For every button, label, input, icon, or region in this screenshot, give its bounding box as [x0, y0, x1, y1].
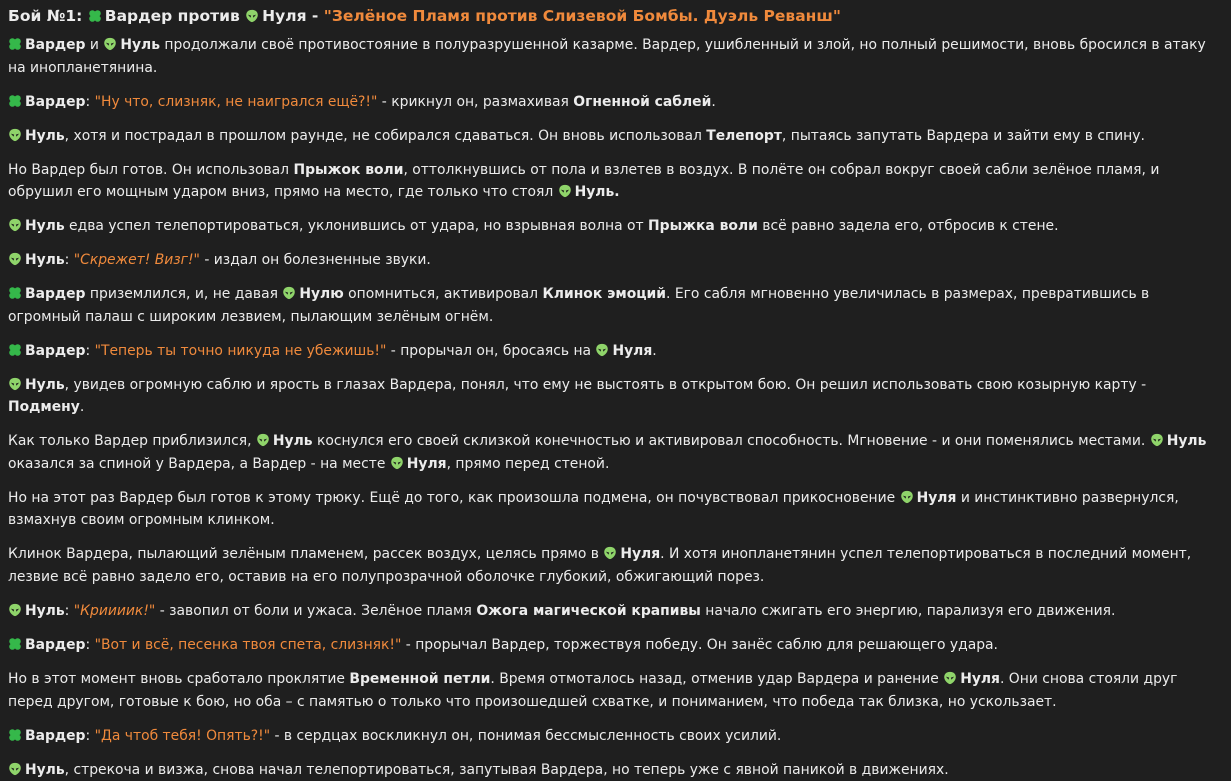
story-paragraph: [8, 340, 1219, 363]
narration-text: :: [86, 94, 95, 110]
character-name: Вардер: [25, 343, 86, 359]
alien-icon: [603, 546, 617, 560]
character-name: Нуль: [1167, 433, 1207, 449]
narration-text: , прямо перед стеной.: [447, 456, 610, 472]
story-paragraph: [8, 34, 1219, 79]
narration-text: , пытаясь запутать Вардера и зайти ему в спину.: [782, 128, 1145, 144]
character-tag: [8, 218, 65, 234]
bold-term: Огненной саблей: [573, 94, 711, 110]
character-tag: [8, 603, 65, 619]
story-paragraph: [8, 159, 1219, 204]
narration-text: . И хотя инопланетянин успел телепортироваться в последний момент, лезвие всё равно задело его, оставив на его полупрозрачной оболочке глубокий, обжигающий порез.: [8, 546, 1191, 585]
bold-term: Подмену: [8, 399, 80, 415]
story-paragraph: [8, 668, 1219, 713]
story-paragraph: [8, 759, 1219, 781]
character-tag: [256, 433, 313, 449]
narration-text: и инстинктивно развернулся, взмахнув своим огромным клинком.: [8, 490, 1179, 529]
character-name: Нуля: [960, 671, 1000, 687]
narration-text: всё равно задела его, отбросив к стене.: [758, 218, 1059, 234]
narration-text: - крикнул он, размахивая: [377, 94, 573, 110]
quote-text: "Криииик!": [74, 603, 156, 619]
character-name: Нуль: [25, 603, 65, 619]
story-paragraph: [8, 283, 1219, 328]
story-paragraph: [8, 725, 1219, 748]
alien-icon: [282, 286, 296, 300]
narration-text: - прорычал Вардер, торжествуя победу. Он занёс саблю для решающего удара.: [401, 637, 998, 653]
bold-term: Бой №1:: [8, 7, 88, 25]
alien-icon: [8, 128, 22, 142]
character-name: Нуль: [273, 433, 313, 449]
story-paragraph: [8, 543, 1219, 588]
alien-icon: [390, 456, 404, 470]
character-name: Нуля: [917, 490, 957, 506]
character-name: Нуля: [612, 343, 652, 359]
character-name: Вардер против: [105, 7, 245, 25]
character-tag: [8, 637, 86, 653]
narration-text: .: [711, 94, 715, 110]
quote-text: "Ну что, слизняк, не наигрался ещё?!": [95, 94, 378, 110]
character-tag: [595, 343, 652, 359]
narration-text: . Время отмоталось назад, отменив удар Вардера и ранение: [490, 671, 943, 687]
character-tag: [390, 456, 447, 472]
story-paragraph: [8, 374, 1219, 419]
character-tag: [8, 37, 86, 53]
alien-icon: [8, 762, 22, 776]
alien-icon: [558, 184, 572, 198]
character-tag: [603, 546, 660, 562]
story-paragraph: [8, 125, 1219, 148]
story-paragraphs: [8, 34, 1219, 781]
story-paragraph: [8, 91, 1219, 114]
alien-icon: [8, 218, 22, 232]
narration-text: :: [86, 637, 95, 653]
narration-text: .: [652, 343, 656, 359]
four-leaf-clover-icon: [8, 94, 22, 108]
character-tag: [245, 7, 324, 25]
character-tag: [88, 7, 245, 25]
character-name: Нуль: [25, 218, 65, 234]
character-tag: [8, 343, 86, 359]
four-leaf-clover-icon: [8, 637, 22, 651]
narration-text: , стрекоча и визжа, снова начал телепортироваться, запутывая Вардера, но теперь уже с явной паникой в движениях.: [65, 762, 949, 778]
character-tag: [282, 286, 343, 302]
character-name: Вардер: [25, 286, 86, 302]
narration-text: и: [86, 37, 104, 53]
character-name: Нулю: [299, 286, 343, 302]
character-name: Нуля: [620, 546, 660, 562]
quote-text: "Скрежет! Визг!": [74, 252, 200, 268]
alien-icon: [8, 603, 22, 617]
character-tag: [558, 184, 620, 200]
character-tag: [8, 728, 86, 744]
alien-icon: [943, 671, 957, 685]
character-name: Нуль: [120, 37, 160, 53]
alien-icon: [1150, 433, 1164, 447]
bold-term: Прыжок воли: [293, 162, 403, 178]
narration-text: :: [65, 252, 74, 268]
narration-text: . Они снова стояли друг перед другом, готовые к бою, но оба – с памятью о только что произошедшей схватке, и пониманием, что победа так близка, но ускользает.: [8, 671, 1177, 710]
narration-text: , увидев огромную саблю и ярость в глазах Вардера, понял, что ему не выстоять в открытом бою. Он решил использовать свою козырную карту -: [65, 377, 1146, 393]
bold-term: Телепорт: [706, 128, 782, 144]
character-name: Нуль: [25, 252, 65, 268]
story-paragraph: [8, 430, 1219, 475]
character-tag: [1150, 433, 1207, 449]
character-name: Нуль: [25, 128, 65, 144]
narration-text: Но на этот раз Вардер был готов к этому трюку. Ещё до того, как произошла подмена, он почувствовал прикосновение: [8, 490, 900, 506]
story-paragraph: [8, 487, 1219, 532]
character-name: Нуля -: [262, 7, 324, 25]
story-paragraph: [8, 634, 1219, 657]
four-leaf-clover-icon: [8, 728, 22, 742]
battle-title: [8, 4, 1219, 28]
character-name: Вардер: [25, 637, 86, 653]
character-tag: [8, 128, 65, 144]
character-name: Вардер: [25, 728, 86, 744]
alien-icon: [900, 490, 914, 504]
narration-text: , хотя и пострадал в прошлом раунде, не собирался сдаваться. Он вновь использовал: [65, 128, 707, 144]
narration-text: начало сжигать его энергию, парализуя его движения.: [701, 603, 1116, 619]
character-tag: [8, 762, 65, 778]
quote-text: "Теперь ты точно никуда не убежишь!": [95, 343, 387, 359]
story-paragraph: [8, 249, 1219, 272]
character-name: Вардер: [25, 94, 86, 110]
narration-text: :: [65, 603, 74, 619]
character-tag: [900, 490, 957, 506]
narration-text: - завопил от боли и ужаса. Зелёное пламя: [155, 603, 476, 619]
narration-text: оказался за спиной у Вардера, а Вардер - на месте: [8, 456, 390, 472]
narration-text: :: [86, 728, 95, 744]
story-paragraph: [8, 600, 1219, 623]
narration-text: приземлился, и, не давая: [86, 286, 283, 302]
narration-text: коснулся его своей склизкой конечностью и активировал способность. Мгновение - и они поменялись местами.: [313, 433, 1150, 449]
narration-text: - издал он болезненные звуки.: [200, 252, 431, 268]
narration-text: Как только Вардер приблизился,: [8, 433, 256, 449]
character-tag: [8, 286, 86, 302]
bold-term: Ожога магической крапивы: [476, 603, 701, 619]
bold-term: Прыжка воли: [648, 218, 758, 234]
quote-text: "Вот и всё, песенка твоя спета, слизняк!": [95, 637, 402, 653]
narration-text: .: [80, 399, 84, 415]
quote-text: "Да чтоб тебя! Опять?!": [95, 728, 270, 744]
character-name: Нуль: [25, 377, 65, 393]
narration-text: - в сердцах воскликнул он, понимая бессмысленность своих усилий.: [270, 728, 781, 744]
character-name: Вардер: [25, 37, 86, 53]
character-tag: [8, 252, 65, 268]
story-paragraph: [8, 215, 1219, 238]
character-name: Нуля: [407, 456, 447, 472]
four-leaf-clover-icon: [8, 37, 22, 51]
character-tag: [8, 94, 86, 110]
bold-term: Клинок эмоций: [542, 286, 666, 302]
quote-text: "Зелёное Пламя против Слизевой Бомбы. Дуэль Реванш": [324, 7, 841, 25]
alien-icon: [245, 9, 259, 23]
four-leaf-clover-icon: [8, 286, 22, 300]
narration-text: :: [86, 343, 95, 359]
four-leaf-clover-icon: [88, 9, 102, 23]
narration-text: едва успел телепортироваться, уклонившись от удара, но взрывная волна от: [65, 218, 648, 234]
alien-icon: [8, 377, 22, 391]
alien-icon: [8, 252, 22, 266]
narration-text: - прорычал он, бросаясь на: [386, 343, 595, 359]
narration-text: продолжали своё противостояние в полуразрушенной казарме. Вардер, ушибленный и злой, но полный решимости, вновь бросился в атаку на инопланетянина.: [8, 37, 1206, 76]
alien-icon: [595, 343, 609, 357]
narration-text: опомниться, активировал: [344, 286, 543, 302]
narration-text: Но в этот момент вновь сработало проклятие: [8, 671, 349, 687]
character-name: Нуль.: [575, 184, 620, 200]
character-tag: [103, 37, 160, 53]
narration-text: , оттолкнувшись от пола и взлетев в воздух. В полёте он собрал вокруг своей сабли зелёное пламя, и обрушил его мощным ударом вниз, прямо на место, где только что стоял: [8, 162, 1159, 201]
alien-icon: [256, 433, 270, 447]
character-tag: [943, 671, 1000, 687]
narration-text: . Его сабля мгновенно увеличилась в размерах, превратившись в огромный палаш с широким лезвием, пылающим зелёным огнём.: [8, 286, 1149, 325]
character-name: Нуль: [25, 762, 65, 778]
narration-text: Но Вардер был готов. Он использовал: [8, 162, 293, 178]
four-leaf-clover-icon: [8, 343, 22, 357]
character-tag: [8, 377, 65, 393]
alien-icon: [103, 37, 117, 51]
narration-text: Клинок Вардера, пылающий зелёным пламенем, рассек воздух, целясь прямо в: [8, 546, 603, 562]
bold-term: Временной петли: [349, 671, 490, 687]
